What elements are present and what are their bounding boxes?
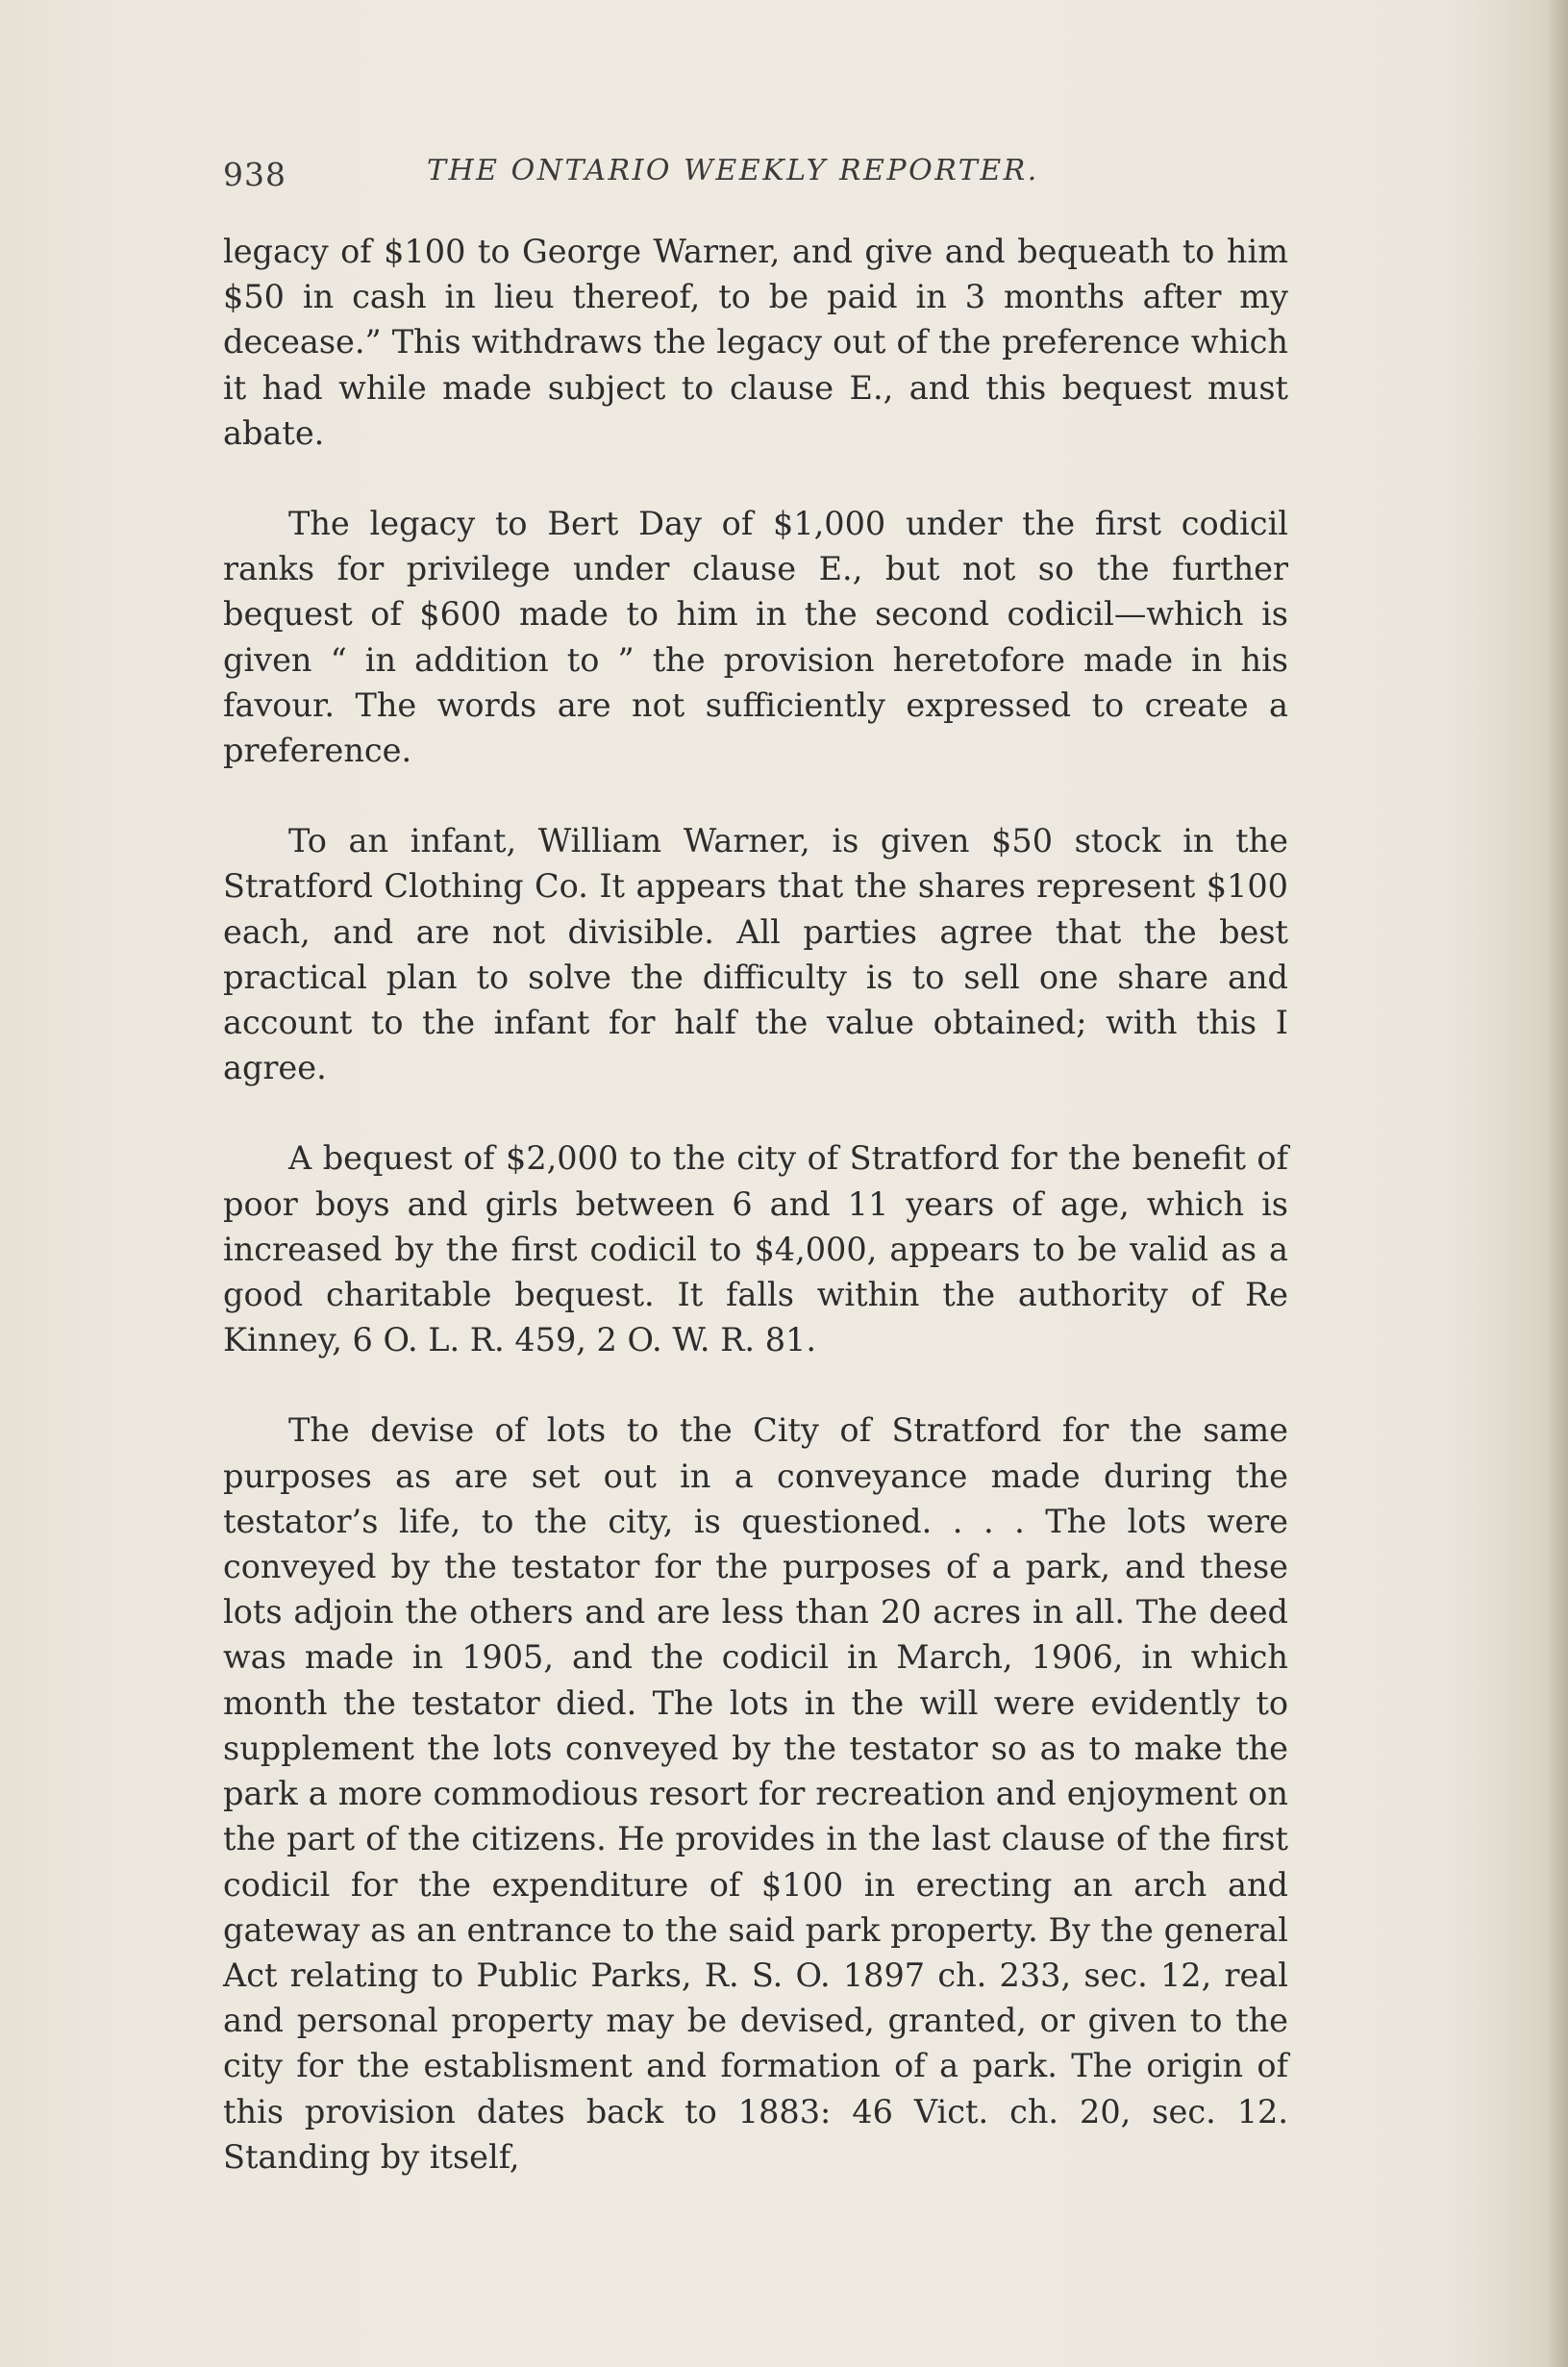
paragraph-charitable-bequest: A bequest of $2,000 to the city of Stratford for the benefit of poor boys and girls between 6 and 11 years of age, which is increased by the first codicil to $4,000, appears to be valid as a good charitable bequest. It falls within the authority of Re Kinney, 6 O. L. R. 459, 2 O. W. R. 81. [223,1139,1288,1359]
page-number: 938 [223,156,286,193]
running-title: THE ONTARIO WEEKLY REPORTER. [427,154,1039,187]
page-edge-shadow [1547,0,1568,2367]
paragraph-continuation: legacy of $100 to George Warner, and give and bequeath to him $50 in cash in lieu thereof, to be paid in 3 months after my decease.” This withdraws the legacy out of the preference which it had while made subject to clause E., and this bequest must abate. [223,233,1288,452]
page-header [223,152,1288,200]
paragraph-devise-of-lots: The devise of lots to the City of Stratford for the same purposes as are set out in a conveyance made during the testator’s life, to the city, is questioned. . . . The lots were conveyed by the testator for the purposes of a park, and these lots adjoin the others and are less than 20 acres in all. The deed was made in 1905, and the codicil in March, 1906, in which month the testator died. The lots in the will were evidently to supplement the lots conveyed by the testator so as to make the park a more commodious resort for recreation and enjoyment on the part of the citizens. He provides in the last clause of the first codicil for the expenditure of $100 in erecting an arch and gateway as an entrance to the said park property. By the general Act relating to Public Parks, R. S. O. 1897 ch. 233, sec. 12, real and personal property may be devised, granted, or given to the city for the establisment and formation of a park. The origin of this provision dates back to 1883: 46 Vict. ch. 20, sec. 12. Standing by itself, [223,1411,1288,2176]
paragraph-infant-stock: To an infant, William Warner, is given $50 stock in the Stratford Clothing Co. It appears that the shares represent $100 each, and are not divisible. All parties agree that the best practical plan to solve the difficulty is to sell one share and account to the infant for half the value obtained; with this I agree. [223,822,1288,1087]
body-text [223,229,1288,2180]
paragraph-bert-day-legacy: The legacy to Bert Day of $1,000 under the first codicil ranks for privilege under clause E., but not so the further bequest of $600 made to him in the second codicil—which is given “ in addition to ” the provision heretofore made in his favour. The words are not sufficiently expressed to create a preference. [223,505,1288,770]
